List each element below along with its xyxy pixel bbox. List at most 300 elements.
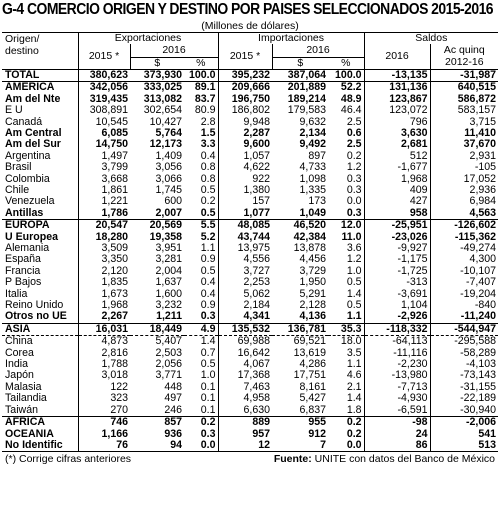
balance-acq-cell: -73,143 xyxy=(430,370,498,381)
table-row xyxy=(2,417,498,429)
exports-2015-cell: 3,350 xyxy=(78,254,130,265)
exports-2016-pct-cell: 0.0 xyxy=(200,439,216,451)
imports-2016-pct-cell: 0.5 xyxy=(346,300,362,312)
exports-2015-cell: 16,031 xyxy=(78,323,130,335)
exports-2015-cell: 6,085 xyxy=(78,128,130,139)
exports-2015-cell: 380,623 xyxy=(78,69,130,81)
balance-acq-cell: -58,289 xyxy=(430,348,498,359)
row-label: AFRICA xyxy=(2,417,78,429)
exports-2016-pct-cell: 4.9 xyxy=(184,323,218,335)
imports-2016-pct-cell: 3.5 xyxy=(346,347,362,359)
exports-2015-cell: 342,056 xyxy=(78,82,130,94)
exports-2015-cell: 1,835 xyxy=(78,277,130,288)
imports-2016-pct-cell: 0.2 xyxy=(346,150,362,162)
table-row xyxy=(2,243,498,254)
row-label: Venezuela xyxy=(5,196,55,208)
table-row xyxy=(2,393,498,404)
imports-2016-pct-cell: 1.2 xyxy=(346,162,362,174)
row-label: Am del Nte xyxy=(5,93,61,105)
row-label: E U xyxy=(5,105,23,117)
balance-acq-cell: -7,407 xyxy=(430,277,498,288)
balance-2016-cell: 427 xyxy=(364,196,430,207)
balance-acq-cell: 11,410 xyxy=(430,128,498,139)
table-row xyxy=(2,348,498,359)
imports-2016-usd-cell: 6,837 xyxy=(299,404,327,416)
exports-2016-pct-cell: 2.8 xyxy=(200,116,216,128)
imports-2016-pct-cell: 2.5 xyxy=(346,139,362,151)
imports-2016-pct-cell: 0.0 xyxy=(346,196,362,208)
table-row xyxy=(2,300,498,311)
exports-2016-pct-cell: 0.8 xyxy=(200,173,216,185)
row-label: P Bajos xyxy=(5,277,42,289)
exports-2016-pct-cell: 5.5 xyxy=(184,220,218,232)
origin-header: Origen/ destino xyxy=(5,33,40,57)
imports-2016-usd-cell: 387,064 xyxy=(272,69,328,81)
balance-2016-cell: 958 xyxy=(364,208,430,220)
imports-2016-pct-cell: 1.0 xyxy=(346,265,362,277)
exports-2016-usd-cell: 1,600 xyxy=(155,288,182,300)
imports-2016-usd-cell: 1,049 xyxy=(299,207,327,219)
exports-2016-usd-cell: 10,427 xyxy=(149,116,182,128)
imports-2016-usd-cell: 189,214 xyxy=(287,93,327,105)
balance-2016-cell: -3,691 xyxy=(364,289,430,300)
exports-2016-usd-cell: 3,066 xyxy=(155,173,182,185)
imports-2015-cell: 2,184 xyxy=(218,300,272,311)
imports-2016-pct-cell: 12.0 xyxy=(328,220,364,232)
exports-2015-cell: 746 xyxy=(78,417,130,429)
table-row xyxy=(2,323,498,335)
exports-2016-pct-cell: 0.5 xyxy=(200,184,216,196)
imports-2015-cell: 922 xyxy=(218,174,272,185)
exports-2016-pct-cell: 0.4 xyxy=(200,277,216,289)
balance-acq-cell: 4,300 xyxy=(430,254,498,265)
table-row xyxy=(2,139,498,150)
imports-2015-cell: 196,750 xyxy=(218,94,272,105)
imports-2016-usd-cell: 69,521 xyxy=(272,336,328,348)
imports-2016-usd-cell: 173 xyxy=(308,196,327,208)
imports-2016-pct-cell: 2.1 xyxy=(346,381,362,393)
balance-2016-cell: 1,104 xyxy=(364,300,430,311)
imports-2016-pct-cell: 46.4 xyxy=(340,105,362,117)
imports-2016-usd-cell: 1,098 xyxy=(299,173,327,185)
exports-2016-pct-cell: 0.2 xyxy=(200,196,216,208)
table-row xyxy=(2,174,498,185)
row-label: ASIA xyxy=(2,323,78,335)
imports-2015-cell: 2,253 xyxy=(218,277,272,288)
row-label: Japón xyxy=(5,370,34,382)
imports-2016-pct-cell: 35.3 xyxy=(328,323,364,335)
exports-2015-cell: 1,968 xyxy=(78,300,130,311)
imports-2015-cell: 9,600 xyxy=(218,139,272,150)
footnote: (*) Corrige cifras anteriores xyxy=(5,453,132,466)
imports-2016-usd-cell: 897 xyxy=(308,150,327,162)
exports-2016-pct-cell: 0.1 xyxy=(200,404,216,416)
table-row xyxy=(2,196,498,207)
exports-2016-usd-cell: 448 xyxy=(164,381,182,393)
imports-2016-pct-cell: 0.3 xyxy=(346,173,362,185)
table-row xyxy=(2,185,498,196)
imports-2016-pct-cell: 1.4 xyxy=(346,288,362,300)
row-label: Brasil xyxy=(5,162,32,174)
table-row xyxy=(2,208,498,220)
imports-2016-pct-cell: 0.5 xyxy=(346,277,362,289)
balance-acq-cell: -115,362 xyxy=(430,232,498,243)
exports-2015-cell: 308,891 xyxy=(78,105,130,116)
exports-2015-cell: 3,668 xyxy=(78,174,130,185)
exports-2016-usd-cell: 3,771 xyxy=(155,370,182,382)
exports-2016-usd-cell: 2,004 xyxy=(155,265,182,277)
exports-2015-cell: 3,509 xyxy=(78,243,130,254)
exports-2016-usd-cell: 246 xyxy=(164,404,182,416)
source-label: Fuente: xyxy=(273,453,312,466)
balance-2016-header: 2016 xyxy=(364,44,430,69)
source-note xyxy=(274,453,495,465)
exports-2016-usd-cell: 2,056 xyxy=(155,359,182,371)
imports-2016-header: 2016 xyxy=(272,44,364,57)
row-label: AMERICA xyxy=(2,82,78,94)
exports-2016-usd-cell: 5,407 xyxy=(130,336,184,348)
exports-2015-cell: 4,873 xyxy=(78,336,130,348)
exports-2016-pct-cell: 0.5 xyxy=(200,265,216,277)
balance-acq-cell: -30,940 xyxy=(430,405,498,417)
table-row xyxy=(2,277,498,288)
row-label: EUROPA xyxy=(2,220,78,232)
row-label: U Europea xyxy=(5,231,58,243)
table-row xyxy=(2,382,498,393)
imports-2016-usd-cell: 42,384 xyxy=(293,231,327,243)
balance-acq-cell: 3,715 xyxy=(430,117,498,128)
exports-2015-cell: 3,799 xyxy=(78,162,130,173)
source-text: UNITE con datos del Banco de México xyxy=(311,453,495,466)
table-row xyxy=(2,105,498,116)
row-label: OCEANIA xyxy=(5,428,54,440)
imports-2015-cell: 4,556 xyxy=(218,254,272,265)
exports-2016-pct-cell: 0.5 xyxy=(200,359,216,371)
imports-2015-cell: 157 xyxy=(218,196,272,207)
exports-2015-cell: 1,786 xyxy=(78,208,130,220)
imports-2016-pct-cell: 0.0 xyxy=(346,439,362,451)
exports-2016-pct-cell: 0.1 xyxy=(200,381,216,393)
exports-2015-cell: 2,816 xyxy=(78,348,130,359)
imports-2015-cell: 957 xyxy=(218,429,272,440)
imports-2016-usd-cell: 201,889 xyxy=(272,82,328,94)
balance-2016-cell: -9,927 xyxy=(364,243,430,254)
imports-2016-pct-cell: 1.1 xyxy=(346,359,362,371)
exports-2015-cell: 2,120 xyxy=(78,266,130,277)
balance-2016-cell: -118,332 xyxy=(364,323,430,335)
exports-2015-cell: 1,166 xyxy=(78,429,130,440)
imports-2016-usd-cell: 179,583 xyxy=(287,105,327,117)
balance-2016-cell: 3,630 xyxy=(364,128,430,139)
imports-2015-cell: 48,085 xyxy=(218,220,272,232)
exports-header: Exportaciones xyxy=(78,33,218,45)
exports-usd-header: $ xyxy=(130,57,184,69)
balance-acq-cell: -126,602 xyxy=(430,220,498,232)
balance-2016-cell: 409 xyxy=(364,185,430,196)
row-label: TOTAL xyxy=(2,69,78,81)
exports-2016-pct-cell: 3.3 xyxy=(200,139,216,151)
imports-2015-header: 2015 * xyxy=(218,44,272,69)
imports-2016-pct-cell: 0.2 xyxy=(328,417,364,429)
exports-2016-pct-cell: 80.9 xyxy=(194,105,216,117)
balance-acq-cell: -10,107 xyxy=(430,266,498,277)
row-label: Chile xyxy=(5,184,30,196)
imports-2016-usd-cell: 136,781 xyxy=(272,323,328,335)
balance-2016-cell: 796 xyxy=(364,117,430,128)
exports-2016-usd-cell: 3,232 xyxy=(155,300,182,312)
imports-2016-usd-cell: 4,286 xyxy=(299,359,327,371)
balance-2016-cell: 2,681 xyxy=(364,139,430,150)
table-row xyxy=(2,151,498,162)
exports-2016-pct-cell: 5.2 xyxy=(200,231,216,243)
imports-usd-header: $ xyxy=(272,57,328,69)
exports-2015-cell: 76 xyxy=(78,440,130,452)
exports-2016-pct-cell: 0.7 xyxy=(200,347,216,359)
imports-2016-pct-cell: 0.6 xyxy=(346,127,362,139)
imports-2016-pct-cell: 2.5 xyxy=(346,116,362,128)
imports-2016-usd-cell: 7 xyxy=(320,439,327,451)
imports-2015-cell: 13,975 xyxy=(218,243,272,254)
exports-2015-cell: 1,673 xyxy=(78,289,130,300)
imports-2015-cell: 6,630 xyxy=(218,405,272,417)
balance-acq-cell: -49,274 xyxy=(430,243,498,254)
exports-2015-cell: 319,435 xyxy=(78,94,130,105)
imports-2016-usd-cell: 2,134 xyxy=(299,127,327,139)
imports-2016-usd-cell: 2,128 xyxy=(299,300,327,312)
trade-table xyxy=(2,32,498,452)
imports-2015-cell: 2,287 xyxy=(218,128,272,139)
imports-2016-pct-cell: 1.4 xyxy=(346,393,362,405)
balance-acq-cell: -31,987 xyxy=(430,69,498,81)
exports-2016-usd-cell: 18,449 xyxy=(130,323,184,335)
imports-2016-usd-cell: 9,632 xyxy=(299,116,327,128)
imports-2016-pct-cell: 4.6 xyxy=(346,370,362,382)
imports-2016-pct-cell: 0.2 xyxy=(346,428,362,440)
imports-2016-pct-cell: 1.1 xyxy=(346,311,362,323)
balance-acq-cell: -295,588 xyxy=(430,336,498,348)
exports-2016-pct-cell: 0.1 xyxy=(200,393,216,405)
exports-2015-cell: 1,788 xyxy=(78,359,130,370)
table-row xyxy=(2,117,498,128)
row-label: Italia xyxy=(5,288,28,300)
balance-acq-cell: 6,984 xyxy=(430,196,498,207)
table-row xyxy=(2,254,498,265)
imports-2016-usd-cell: 5,291 xyxy=(299,288,327,300)
exports-2016-usd-cell: 302,654 xyxy=(143,105,182,117)
table-row xyxy=(2,232,498,243)
row-label: Tailandia xyxy=(5,393,47,405)
exports-2016-pct-cell: 0.9 xyxy=(200,300,216,312)
exports-2015-cell: 122 xyxy=(78,382,130,393)
exports-2016-usd-cell: 20,569 xyxy=(130,220,184,232)
imports-2016-usd-cell: 1,950 xyxy=(299,277,327,289)
balance-acq-cell: 4,563 xyxy=(430,208,498,220)
exports-2016-pct-cell: 0.5 xyxy=(200,207,216,219)
balance-acq-cell: 583,157 xyxy=(430,105,498,116)
exports-2016-pct-cell: 1.1 xyxy=(200,243,216,254)
imports-2015-cell: 1,077 xyxy=(218,208,272,220)
imports-pct-header: % xyxy=(341,57,351,69)
imports-2015-cell: 395,232 xyxy=(218,69,272,81)
balance-acq-cell: 513 xyxy=(430,440,498,452)
table-row xyxy=(2,311,498,323)
exports-2016-usd-cell: 600 xyxy=(164,196,182,208)
imports-2016-pct-cell: 52.2 xyxy=(328,82,364,94)
report-title: G-4 COMERCIO ORIGEN Y DESTINO POR PAISES SELECCIONADOS 2015-2016 xyxy=(2,1,494,18)
imports-2015-cell: 12 xyxy=(218,440,272,452)
imports-2016-usd-cell: 4,456 xyxy=(299,254,327,266)
unit-label: (Millones de dólares) xyxy=(201,20,299,32)
exports-2016-usd-cell: 857 xyxy=(130,417,184,429)
exports-2016-usd-cell: 333,025 xyxy=(130,82,184,94)
table-row xyxy=(2,266,498,277)
row-label: Corea xyxy=(5,347,34,359)
exports-2016-pct-cell: 0.4 xyxy=(200,150,216,162)
table-row xyxy=(2,289,498,300)
imports-2016-usd-cell: 4,136 xyxy=(299,311,327,323)
balance-acq-cell: -22,189 xyxy=(430,393,498,404)
imports-2015-cell: 43,744 xyxy=(218,232,272,243)
balance-2016-cell: 123,072 xyxy=(364,105,430,116)
exports-2016-usd-cell: 1,637 xyxy=(155,277,182,289)
exports-2016-pct-cell: 0.3 xyxy=(200,311,216,323)
balance-2016-cell: -4,930 xyxy=(364,393,430,404)
row-label: Alemania xyxy=(5,243,50,254)
balance-acq-header: Ac quinq 2012-16 xyxy=(430,44,498,69)
imports-2016-usd-cell: 1,335 xyxy=(299,184,327,196)
table-body xyxy=(2,69,498,451)
row-label: Otros no UE xyxy=(5,311,67,323)
imports-2016-pct-cell: 3.6 xyxy=(346,243,362,254)
imports-2016-pct-cell: 100.0 xyxy=(328,69,364,81)
exports-2016-usd-cell: 497 xyxy=(164,393,182,405)
balance-2016-cell: -23,026 xyxy=(364,232,430,243)
row-label: Canadá xyxy=(5,116,43,128)
exports-2016-pct-cell: 0.8 xyxy=(200,162,216,174)
report-page xyxy=(2,0,498,465)
imports-2015-cell: 4,067 xyxy=(218,359,272,370)
exports-2016-usd-cell: 3,056 xyxy=(155,162,182,174)
balance-acq-cell: -544,947 xyxy=(430,323,498,335)
imports-2015-cell: 3,727 xyxy=(218,266,272,277)
table-row xyxy=(2,429,498,440)
table-row xyxy=(2,220,498,232)
balance-2016-cell: -2,926 xyxy=(364,311,430,323)
row-label: China xyxy=(2,336,78,348)
imports-2016-usd-cell: 13,619 xyxy=(293,347,327,359)
imports-2016-pct-cell: 11.0 xyxy=(341,231,362,243)
balance-acq-cell: 2,936 xyxy=(430,185,498,196)
imports-2016-pct-cell: 48.9 xyxy=(340,93,362,105)
row-label: Taiwán xyxy=(5,404,38,416)
balance-acq-cell: -11,240 xyxy=(430,311,498,323)
table-row xyxy=(2,128,498,139)
exports-2015-cell: 18,280 xyxy=(78,232,130,243)
balance-2016-cell: -13,135 xyxy=(364,69,430,81)
balance-2016-cell: -313 xyxy=(364,277,430,288)
imports-2015-cell: 209,666 xyxy=(218,82,272,94)
exports-pct-header: % xyxy=(196,57,206,69)
imports-2016-pct-cell: 1.2 xyxy=(346,254,362,266)
balance-acq-cell: -840 xyxy=(430,300,498,311)
exports-2016-pct-cell: 100.0 xyxy=(184,69,218,81)
imports-2015-cell: 9,948 xyxy=(218,117,272,128)
exports-2016-usd-cell: 5,764 xyxy=(155,127,182,139)
table-row xyxy=(2,370,498,381)
exports-2016-pct-cell: 89.1 xyxy=(184,82,218,94)
exports-2016-usd-cell: 94 xyxy=(170,439,182,451)
exports-2016-pct-cell: 0.3 xyxy=(200,428,216,440)
imports-2015-cell: 7,463 xyxy=(218,382,272,393)
exports-2015-cell: 270 xyxy=(78,405,130,417)
table-row xyxy=(2,162,498,173)
balance-2016-cell: 1,968 xyxy=(364,174,430,185)
balance-acq-cell: 541 xyxy=(430,429,498,440)
imports-2015-cell: 16,642 xyxy=(218,348,272,359)
imports-2016-pct-cell: 18.0 xyxy=(328,336,364,348)
imports-2016-usd-cell: 912 xyxy=(308,428,327,440)
imports-2015-cell: 186,802 xyxy=(218,105,272,116)
imports-2016-usd-cell: 9,492 xyxy=(299,139,327,151)
imports-2016-usd-cell: 5,427 xyxy=(299,393,327,405)
row-label: No Identific xyxy=(5,439,63,451)
exports-2016-usd-cell: 3,951 xyxy=(155,243,182,254)
imports-2016-usd-cell: 46,520 xyxy=(272,220,328,232)
balance-acq-cell: 586,872 xyxy=(430,94,498,105)
table-row xyxy=(2,69,498,81)
imports-2015-cell: 4,958 xyxy=(218,393,272,404)
exports-2015-cell: 323 xyxy=(78,393,130,404)
balance-2016-cell: 131,136 xyxy=(364,82,430,94)
balance-2016-cell: -6,591 xyxy=(364,405,430,417)
imports-header: Importaciones xyxy=(218,33,364,45)
row-label: Francia xyxy=(5,265,41,277)
imports-2016-usd-cell: 17,751 xyxy=(293,370,327,382)
balance-2016-cell: -1,175 xyxy=(364,254,430,265)
imports-2016-pct-cell: 0.3 xyxy=(346,207,362,219)
exports-2016-usd-cell: 19,358 xyxy=(149,231,182,243)
exports-2016-pct-cell: 0.4 xyxy=(200,288,216,300)
exports-2016-header: 2016 xyxy=(130,44,218,57)
table-row xyxy=(2,359,498,370)
exports-2015-cell: 10,545 xyxy=(78,117,130,128)
row-label: Malasia xyxy=(5,381,42,393)
balance-2016-cell: -13,980 xyxy=(364,370,430,381)
exports-2015-cell: 1,861 xyxy=(78,185,130,196)
exports-2015-header: 2015 * xyxy=(78,44,130,69)
imports-2016-usd-cell: 13,878 xyxy=(293,243,327,254)
balance-acq-cell: 640,515 xyxy=(430,82,498,94)
balance-2016-cell: -7,713 xyxy=(364,382,430,393)
table-row xyxy=(2,336,498,348)
imports-2015-cell: 4,622 xyxy=(218,162,272,173)
imports-2016-usd-cell: 3,729 xyxy=(299,265,327,277)
row-label: España xyxy=(5,254,41,266)
exports-2016-usd-cell: 1,409 xyxy=(155,150,182,162)
balance-acq-cell: 17,052 xyxy=(430,174,498,185)
balance-acq-cell: -31,155 xyxy=(430,382,498,393)
imports-2016-pct-cell: 1.8 xyxy=(346,404,362,416)
exports-2016-pct-cell: 0.9 xyxy=(200,254,216,266)
exports-2016-usd-cell: 12,173 xyxy=(149,139,182,151)
exports-2015-cell: 20,547 xyxy=(78,220,130,232)
imports-2016-usd-cell: 4,733 xyxy=(299,162,327,174)
exports-2015-cell: 3,018 xyxy=(78,370,130,381)
exports-2015-cell: 1,221 xyxy=(78,196,130,207)
balance-2016-cell: -2,230 xyxy=(364,359,430,370)
balance-2016-cell: 123,867 xyxy=(364,94,430,105)
imports-2015-cell: 17,368 xyxy=(218,370,272,381)
